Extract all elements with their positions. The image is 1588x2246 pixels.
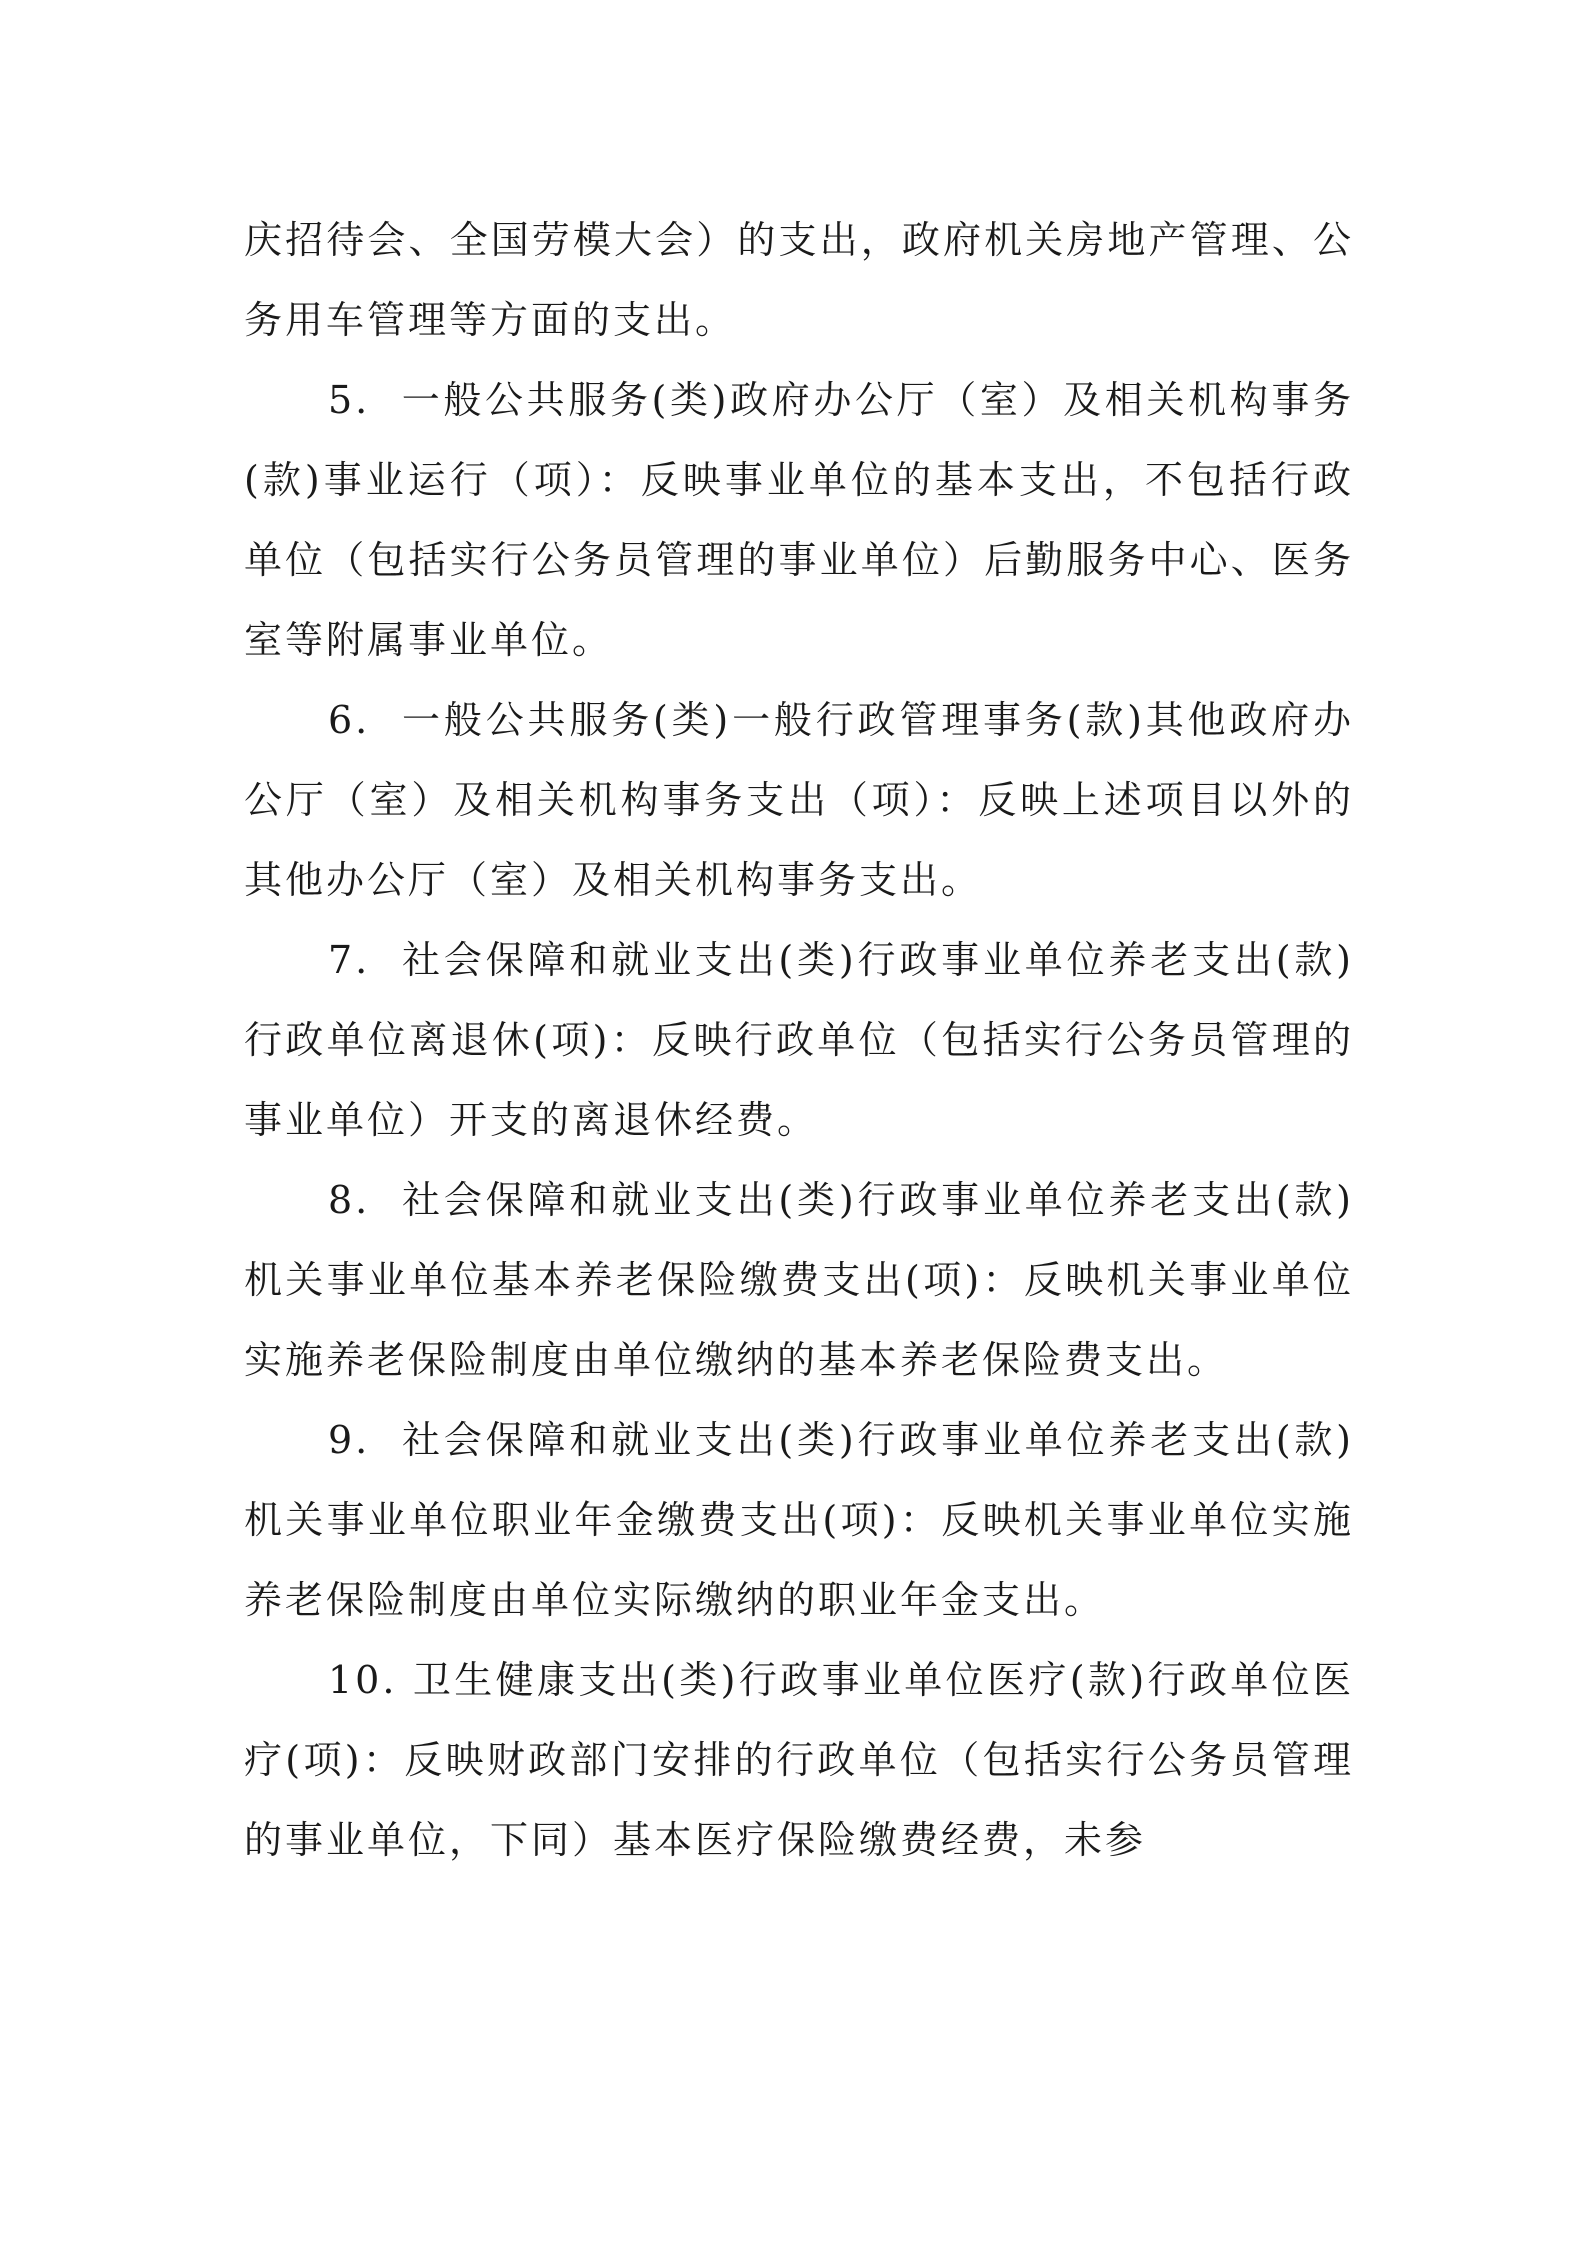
paragraph-item-5: 5. 一般公共服务(类)政府办公厅（室）及相关机构事务(款)事业运行（项）：反映事业单位的基本支出，不包括行政单位（包括实行公务员管理的事业单位）后勤服务中心、医务室等附属事业单位。 bbox=[244, 378, 1354, 662]
body-text bbox=[244, 200, 1354, 1880]
paragraph-continuation: 庆招待会、全国劳模大会）的支出，政府机关房地产管理、公务用车管理等方面的支出。 bbox=[244, 218, 1354, 342]
paragraph-item-6: 6. 一般公共服务(类)一般行政管理事务(款)其他政府办公厅（室）及相关机构事务支出（项）：反映上述项目以外的其他办公厅（室）及相关机构事务支出。 bbox=[244, 698, 1354, 902]
paragraph-item-9: 9. 社会保障和就业支出(类)行政事业单位养老支出(款)机关事业单位职业年金缴费支出(项)：反映机关事业单位实施养老保险制度由单位实际缴纳的职业年金支出。 bbox=[244, 1418, 1354, 1622]
paragraph-item-7: 7. 社会保障和就业支出(类)行政事业单位养老支出(款)行政单位离退休(项)：反映行政单位（包括实行公务员管理的事业单位）开支的离退休经费。 bbox=[244, 938, 1354, 1142]
paragraph-item-8: 8. 社会保障和就业支出(类)行政事业单位养老支出(款)机关事业单位基本养老保险缴费支出(项)：反映机关事业单位实施养老保险制度由单位缴纳的基本养老保险费支出。 bbox=[244, 1178, 1354, 1382]
paragraph-item-10: 10. 卫生健康支出(类)行政事业单位医疗(款)行政单位医疗(项)：反映财政部门安排的行政单位（包括实行公务员管理的事业单位，下同）基本医疗保险缴费经费，未参 bbox=[244, 1658, 1354, 1862]
